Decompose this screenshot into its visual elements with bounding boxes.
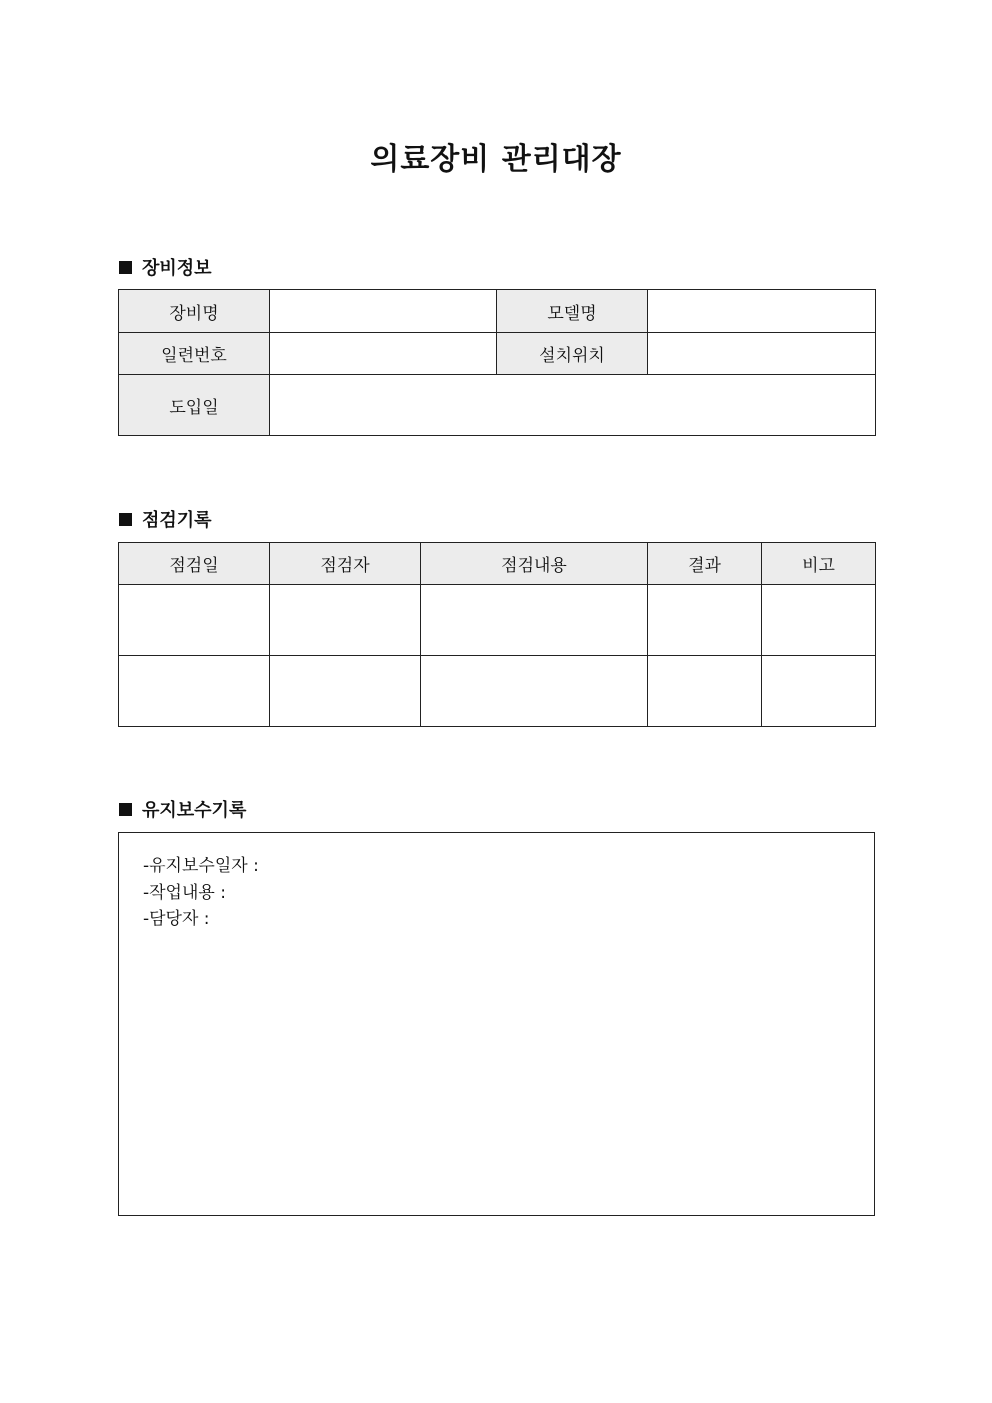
inspection-date-cell[interactable] <box>119 585 270 656</box>
install-location-field[interactable] <box>648 333 876 375</box>
inspection-record-table <box>118 542 876 727</box>
table-header-row <box>119 543 876 585</box>
section-heading-equipment <box>119 254 212 280</box>
work-content-line: -작업내용 : <box>143 882 226 903</box>
page-title: 의료장비 관리대장 <box>370 142 622 177</box>
table-row <box>119 656 876 727</box>
inspector-cell[interactable] <box>270 656 421 727</box>
intro-date-label: 도입일 <box>119 375 270 436</box>
remarks-cell[interactable] <box>762 656 876 727</box>
table-row <box>119 375 876 436</box>
maintenance-record-box[interactable] <box>118 832 875 1216</box>
install-location-label: 설치위치 <box>497 333 648 375</box>
equipment-name-label: 장비명 <box>119 290 270 333</box>
square-bullet-icon <box>119 513 132 526</box>
manager-line: -담당자 : <box>143 909 210 929</box>
section-title-maintenance: 유지보수기록 <box>142 800 247 821</box>
table-row <box>119 333 876 375</box>
model-name-field[interactable] <box>648 290 876 333</box>
column-header-inspection-date: 점검일 <box>119 543 270 585</box>
serial-number-field[interactable] <box>270 333 497 375</box>
result-cell[interactable] <box>648 656 762 727</box>
maintenance-date-line: -유지보수일자 : <box>143 856 259 876</box>
inspection-content-cell[interactable] <box>421 656 648 727</box>
inspection-content-cell[interactable] <box>421 585 648 656</box>
serial-number-label: 일련번호 <box>119 333 270 375</box>
section-title-inspection: 점검기록 <box>142 510 212 531</box>
equipment-info-table <box>118 289 876 436</box>
column-header-remarks: 비고 <box>762 543 876 585</box>
intro-date-field[interactable] <box>270 375 876 436</box>
square-bullet-icon <box>119 261 132 274</box>
section-title-equipment: 장비정보 <box>142 258 212 279</box>
model-name-label: 모델명 <box>497 290 648 333</box>
table-row <box>119 290 876 333</box>
square-bullet-icon <box>119 803 132 816</box>
inspection-date-cell[interactable] <box>119 656 270 727</box>
table-row <box>119 585 876 656</box>
maintenance-fields <box>143 853 259 933</box>
inspector-cell[interactable] <box>270 585 421 656</box>
result-cell[interactable] <box>648 585 762 656</box>
section-heading-inspection <box>119 506 212 532</box>
column-header-inspector: 점검자 <box>270 543 421 585</box>
section-heading-maintenance <box>119 796 246 822</box>
remarks-cell[interactable] <box>762 585 876 656</box>
column-header-result: 결과 <box>648 543 762 585</box>
equipment-name-field[interactable] <box>270 290 497 333</box>
column-header-inspection-content: 점검내용 <box>421 543 648 585</box>
